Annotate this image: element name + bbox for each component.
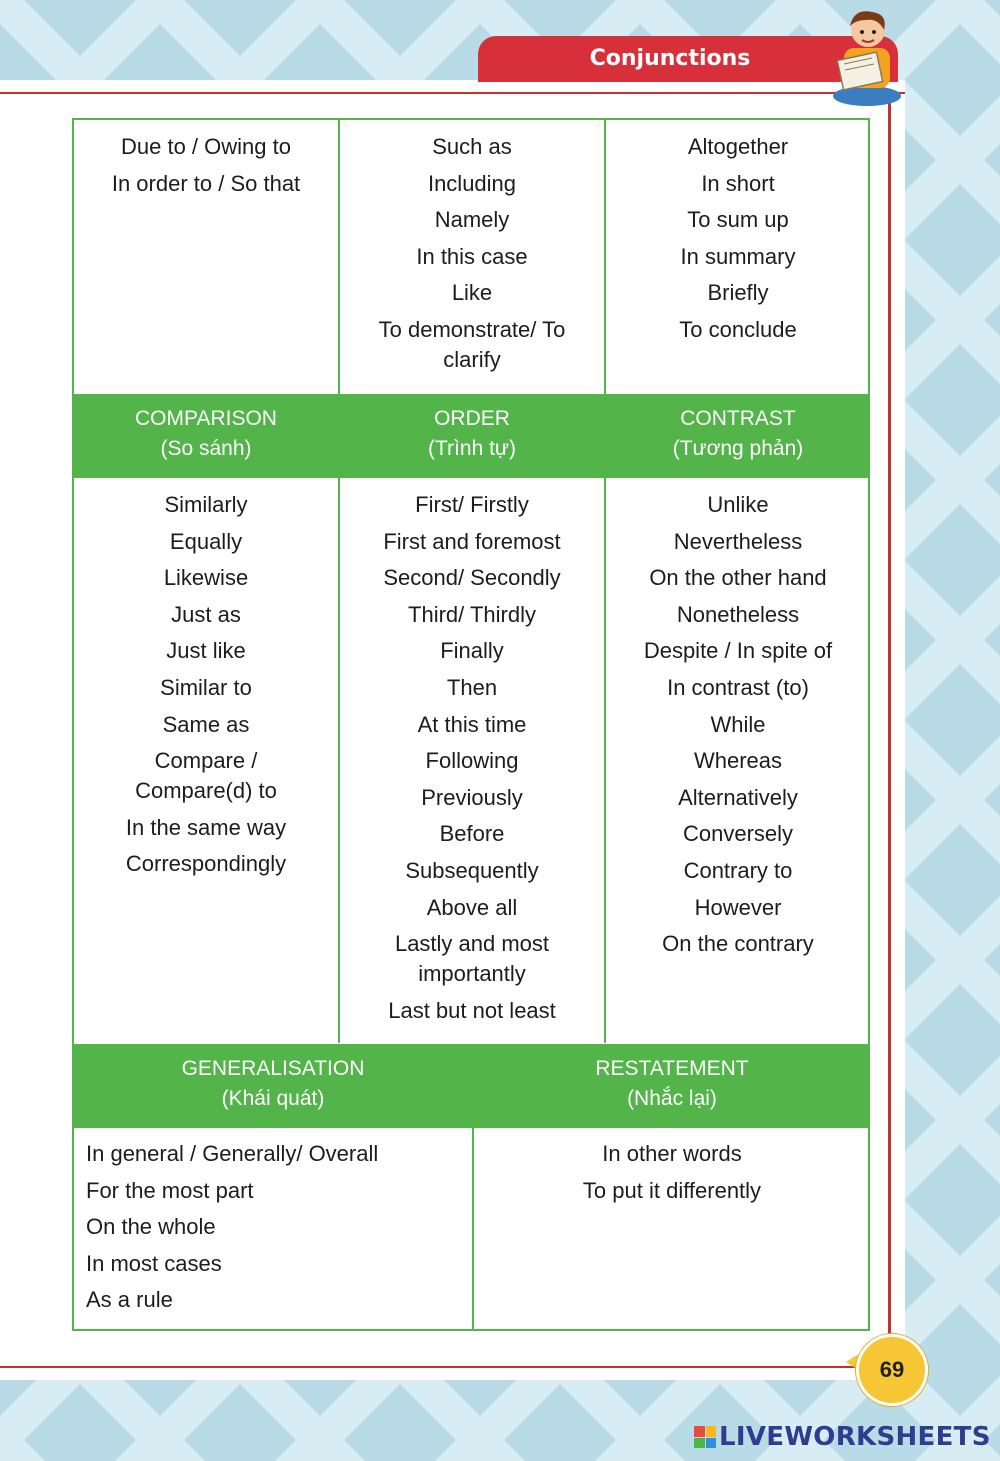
list-item: Briefly [707, 280, 769, 306]
list-item: In this case [416, 243, 528, 269]
list-item: First/ Firstly [415, 492, 529, 517]
list-item: Second/ Secondly [383, 565, 561, 591]
list-item: Conversely [682, 821, 794, 847]
list-item: Finally [440, 638, 504, 664]
list-item: Then [446, 674, 498, 700]
list-item: On the other hand [649, 565, 827, 591]
list-item: Just like [166, 638, 246, 664]
list-item: Equally [169, 528, 243, 554]
generalisation-cell [74, 1139, 472, 1322]
header-subtitle: (Tương phản) [672, 437, 804, 460]
header-generalisation [74, 1044, 472, 1128]
list-item: In summary [680, 243, 796, 269]
list-item: In contrast (to) [667, 674, 809, 700]
list-item: In order to / So that [111, 170, 301, 196]
list-item: At this time [417, 711, 527, 737]
header-subtitle: (Trình tự) [428, 437, 516, 460]
list-item: Including [427, 170, 517, 196]
header-comparison [74, 394, 338, 478]
list-item: First and foremost [383, 528, 561, 554]
list-item: Such as [432, 134, 512, 159]
list-item: Altogether [687, 134, 789, 159]
list-item: Just as [171, 601, 241, 627]
list-item: Following [425, 748, 519, 774]
list-item: Last but not least [388, 997, 556, 1023]
top-cell-example [340, 132, 604, 382]
list-item: Nonetheless [676, 601, 800, 627]
liveworksheets-watermark [694, 1421, 991, 1453]
list-item: To demonstrate/ To clarify [378, 316, 566, 372]
list-item: As a rule [86, 1287, 173, 1313]
header-subtitle: (Khái quát) [221, 1087, 325, 1110]
list-item: To sum up [687, 207, 789, 233]
list-item: Similar to [160, 674, 252, 700]
page-title: Conjunctions [589, 46, 751, 71]
liveworksheets-logo-icon [694, 1426, 716, 1448]
list-item: On the contrary [662, 931, 814, 957]
header-title: CONTRAST [680, 407, 796, 430]
list-item: In general / Generally/ Overall [86, 1141, 379, 1166]
order-cell [340, 490, 604, 1032]
list-item: Subsequently [405, 857, 539, 883]
header-subtitle: (So sánh) [160, 437, 252, 460]
list-item: Like [451, 280, 493, 306]
list-item: Similarly [164, 492, 248, 517]
list-item: Nevertheless [673, 528, 803, 554]
list-item: Despite / In spite of [643, 638, 833, 664]
list-item: Same as [162, 711, 250, 737]
list-item: Contrary to [683, 857, 793, 883]
list-item: Before [439, 821, 505, 847]
comparison-cell [74, 490, 338, 886]
list-item: To put it differently [582, 1177, 762, 1203]
watermark-text: LIVEWORKSHEETS [719, 1422, 991, 1452]
top-cell-summary [606, 132, 870, 352]
list-item: In most cases [86, 1250, 222, 1276]
right-rule [888, 92, 891, 1342]
contrast-cell [606, 490, 870, 966]
list-item: Namely [434, 207, 510, 233]
header-order [340, 394, 604, 478]
header-subtitle: (Nhắc lại) [627, 1087, 717, 1110]
list-item: Due to / Owing to [121, 134, 291, 159]
top-cell-causal [74, 132, 338, 205]
list-item: Previously [421, 784, 523, 810]
list-item: Whereas [693, 748, 783, 774]
boy-reading-illustration [822, 4, 912, 108]
header-title: ORDER [434, 407, 510, 430]
list-item: Third/ Thirdly [408, 601, 536, 627]
list-item: However [694, 894, 782, 920]
list-item: In short [701, 170, 775, 196]
list-item: In other words [602, 1141, 742, 1166]
page-number: 69 [856, 1334, 928, 1406]
list-item: Lastly and most importantly [394, 931, 550, 987]
header-restatement [474, 1044, 870, 1128]
restatement-cell [474, 1139, 870, 1212]
bottom-rule [0, 1366, 860, 1368]
list-item: While [710, 711, 766, 737]
conjunctions-table [72, 118, 870, 1331]
list-item: Alternatively [678, 784, 798, 810]
list-item: Compare / Compare(d) to [135, 748, 277, 804]
list-item: To conclude [679, 316, 797, 342]
top-rule [0, 92, 905, 94]
header-contrast [606, 394, 870, 478]
list-item: For the most part [86, 1177, 254, 1203]
list-item: In the same way [125, 814, 287, 840]
header-title: RESTATEMENT [595, 1057, 749, 1080]
list-item: Correspondingly [125, 851, 287, 877]
list-item: Unlike [707, 492, 769, 517]
header-title: GENERALISATION [181, 1057, 365, 1080]
list-item: On the whole [86, 1214, 216, 1240]
list-item: Likewise [163, 565, 249, 591]
header-title: COMPARISON [135, 407, 277, 430]
list-item: Above all [426, 894, 518, 920]
